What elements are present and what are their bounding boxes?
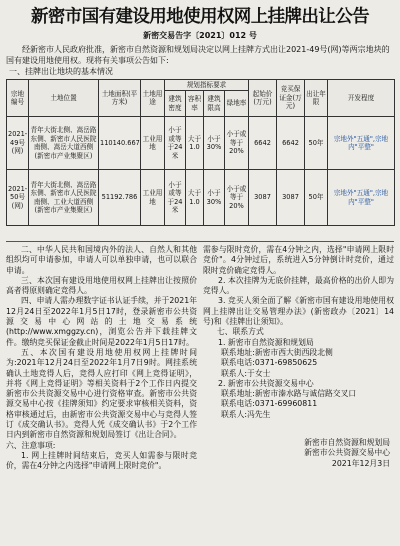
th-remarks: 开发程度 [328, 80, 395, 117]
contact-line: 联系电话:0371-69850625 [221, 358, 318, 368]
contact-org: 1. 新密市自然资源和规划局 [218, 337, 314, 347]
th-term: 出让年限 [305, 80, 328, 117]
paragraph: 需参与限时竞价，需在4分钟之内，选择"申请网上限时竞价"。4分钟过后，系统进入5分钟倒计时竞价，通过限时竞价确定竞得人。 [203, 245, 394, 275]
page-title: 新密市国有建设用地使用权网上挂牌出让公告 [31, 7, 369, 27]
contact-line: 联系电话:0371-69960811 [221, 399, 318, 409]
cell: 51192.786 [99, 170, 141, 226]
cell: 3087 [249, 170, 277, 226]
signature-date: 2021年12月3日 [331, 458, 390, 468]
section-heading: 七、联系方式 [217, 327, 264, 337]
cell: 50年 [305, 117, 328, 170]
signature-org: 新密市自然资源和规划局 [304, 438, 390, 448]
paragraph: 三、本次国有建设用地使用权网上挂牌出让按照价高者得原则确定竞得人。 [6, 275, 197, 296]
cell: 工业用地 [141, 170, 165, 226]
contact-line: 联系人:于女士 [221, 368, 271, 378]
doc-number: 新密交易告字〔2021〕012 号 [143, 31, 257, 40]
contact-line: 联系人:冯先生 [221, 409, 271, 419]
th-green: 绿地率 [225, 91, 249, 117]
cell: 6642 [249, 117, 277, 170]
body-columns [6, 245, 394, 472]
th-height: 建筑限高 [204, 91, 225, 117]
cell: 小于或等于20% [225, 117, 249, 170]
cell: 青年大街北侧、嵩岳路东侧、新密市人民医院南侧、嵩岳大道西侧(新密市产业集聚区) [29, 117, 99, 170]
paragraph: 1. 网上挂牌时间结束后，竞买人如需参与限时竞价，需在4分钟之内选择"申请网上限时竞价"。 [6, 450, 197, 471]
left-column [6, 245, 197, 472]
cell: 3087 [277, 170, 305, 226]
th-location: 土地位置 [29, 80, 99, 117]
cell: 2021-50号(网) [7, 170, 29, 226]
cell: 大于1.0 [186, 117, 204, 170]
table-row [7, 170, 395, 226]
th-deposit: 竞买保证金(万元) [277, 80, 305, 117]
cell: 宗地外"五通",宗地内"平整" [328, 170, 395, 226]
cell: 大于1.0 [186, 170, 204, 226]
cell: 2021-49号(网) [7, 117, 29, 170]
cell: 小于或等于20% [225, 170, 249, 226]
contact-line: 联系地址:新密市西大街西段北侧 [221, 347, 333, 357]
th-area: 土地面积(平方米) [99, 80, 141, 117]
contact-line: 联系地址:新密市溱水路与诚信路交叉口 [221, 389, 357, 399]
paragraph: 四、申请人需办理数字证书认证手续，并于2021年12月24日至2022年1月5日17时，登录新密市公共资源交易中心网站的土地交易系统(http://www.xmggzy.cn)，浏览公告并下载挂牌文件。缴纳竞买保证金截止时间是2022年1月5日17时。 [6, 296, 197, 347]
contact-org: 2. 新密市公共资源交易中心 [218, 378, 314, 388]
intro-paragraph: 经新密市人民政府批准，新密市自然资源和规划局决定以网上挂牌方式出让2021-49号(网)等两宗地块的国有建设用地使用权。现将有关事项公告如下: [6, 45, 390, 65]
cell: 工业用地 [141, 117, 165, 170]
th-use: 土地用途 [141, 80, 165, 117]
paragraph: 2. 本次挂牌为无底价挂牌，最高价格的出价人即为竞得人。 [203, 275, 394, 296]
section-heading: 一、挂牌出让地块的基本情况 [9, 67, 113, 76]
divider [6, 241, 394, 242]
signature-org: 新密市公共资源交易中心 [304, 448, 390, 458]
cell: 50年 [305, 170, 328, 226]
paragraph: 五、本次国有建设用地使用权网上挂牌时间为:2021年12月24日至2022年1月7日9时。网挂系统确认土地竞得人后，竞得人应打印《网上竞得证明》，并将《网上竞得证明》等相关资料于2个工作日内提交新密市公共资源交易中心进行资格审查。新密市公共资源交易中心按《挂牌须知》约定要求审核相关资料，资格审核通过后，由新密市公共资源交易中心与竞得人签订《成交确认书》。竞得人凭《成交确认书》于2个工作日内到新密市自然资源和规划局签订《出让合同》。 [6, 347, 197, 440]
cell: 6642 [277, 117, 305, 170]
cell: 小于30% [204, 170, 225, 226]
section-heading: 六、注意事项: [6, 440, 56, 450]
paragraph: 3. 竞买人须全面了解《新密市国有建设用地使用权网上挂牌出让交易管理办法》(新密政办〔2021〕14号)和《挂牌出让须知》。 [203, 296, 394, 327]
cell: 110140.667 [99, 117, 141, 170]
th-density: 建筑密度 [165, 91, 186, 117]
table-row [7, 117, 395, 170]
th-start-price: 起始价(万元) [249, 80, 277, 117]
paragraph: 二、中华人民共和国境内外的法人、自然人和其他组织均可申请参加，申请人可以单独申请，也可以联合申请。 [6, 245, 197, 275]
th-planning: 规划指标要求 [165, 80, 249, 91]
cell: 小于30% [204, 117, 225, 170]
right-column [203, 245, 394, 472]
cell: 宗地外"五通",宗地内"平整" [328, 117, 395, 170]
cell: 小于或等于24米 [165, 117, 186, 170]
parcel-table [6, 79, 395, 226]
cell: 小于或等于24米 [165, 170, 186, 226]
cell: 青年大街北侧、嵩岳路东侧、新密市人民医院南侧、工业大道西侧(新密市产业集聚区) [29, 170, 99, 226]
th-far: 容积率 [186, 91, 204, 117]
th-parcel-no: 宗地编号 [7, 80, 29, 117]
